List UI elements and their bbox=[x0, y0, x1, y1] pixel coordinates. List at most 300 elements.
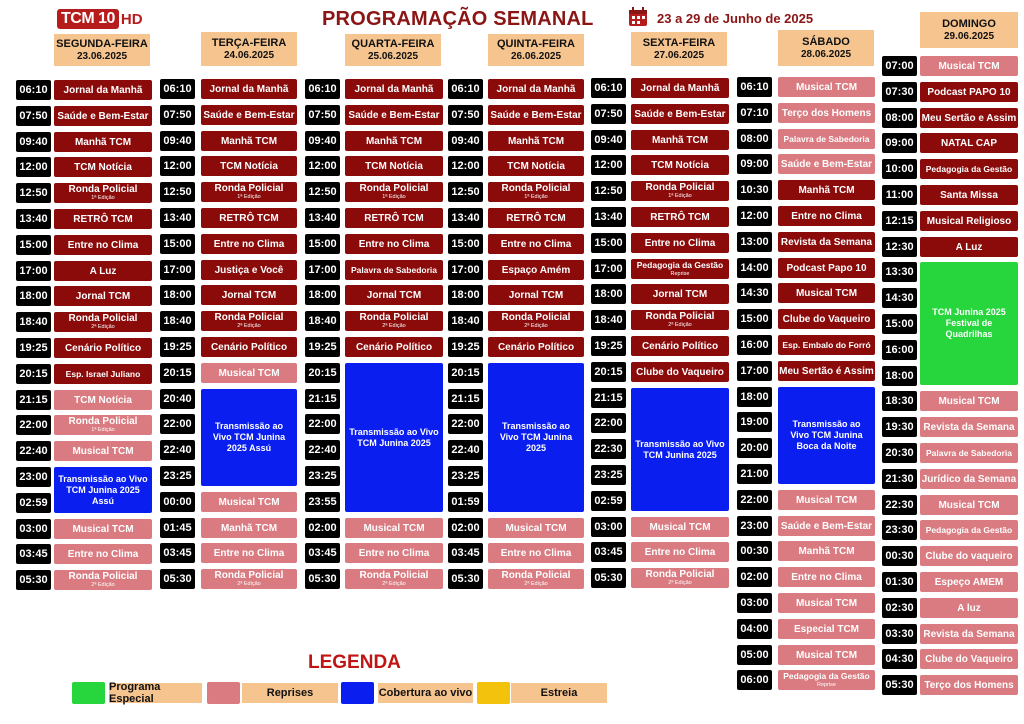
live-broadcast-block bbox=[54, 467, 152, 513]
time-slot: 02:00 bbox=[305, 518, 340, 538]
program-juridico-da-semana bbox=[920, 469, 1018, 489]
program-entre-no-clima bbox=[778, 567, 875, 587]
program-clube-do-vaqueiro bbox=[631, 362, 729, 382]
program-title: Manhã TCM bbox=[365, 135, 423, 147]
time-slot: 13:40 bbox=[448, 208, 483, 228]
time-slot: 17:00 bbox=[737, 361, 772, 381]
program-title: Palavra de Sabedoria bbox=[783, 133, 870, 144]
program-musical-religioso bbox=[920, 211, 1018, 231]
program-title: Ronda Policial bbox=[214, 570, 284, 581]
program-title: Ronda Policial bbox=[68, 416, 138, 427]
program-title: Entre no Clima bbox=[644, 237, 716, 249]
program-title: Espaço Amém bbox=[501, 264, 571, 276]
program-saude-e-bem-estar bbox=[54, 106, 152, 126]
program-edition: 1ª Edição bbox=[382, 194, 406, 200]
program-musical-tcm bbox=[345, 518, 443, 538]
time-slot: 19:25 bbox=[16, 338, 51, 358]
program-title: Ronda Policial bbox=[645, 569, 715, 580]
day-name: QUINTA-FEIRA bbox=[496, 37, 575, 50]
time-slot: 00:30 bbox=[737, 541, 772, 561]
program-manha-tcm bbox=[201, 131, 297, 151]
day-name: SEXTA-FEIRA bbox=[642, 36, 716, 49]
program-title: Saúde e Bem-Estar bbox=[780, 520, 873, 532]
program-title: RETRÔ TCM bbox=[506, 212, 566, 224]
time-slot: 23:25 bbox=[160, 466, 195, 486]
program-jornal-da-manha bbox=[631, 78, 729, 98]
program-tcm-noticia bbox=[488, 156, 584, 176]
legend-label-reprises: Reprises bbox=[242, 683, 338, 703]
time-slot: 18:00 bbox=[448, 285, 483, 305]
program-espaco-amem bbox=[488, 260, 584, 280]
time-slot: 22:30 bbox=[882, 495, 917, 515]
page-title: PROGRAMAÇÃO SEMANAL bbox=[322, 8, 594, 30]
program-retro-tcm bbox=[631, 207, 729, 227]
time-slot: 15:00 bbox=[591, 233, 626, 253]
program-musical-tcm bbox=[778, 490, 875, 510]
program-title: Entre no Clima bbox=[500, 547, 572, 559]
time-slot: 12:00 bbox=[305, 156, 340, 176]
time-slot: 15:00 bbox=[737, 309, 772, 329]
program-ronda-policial bbox=[54, 183, 152, 203]
time-slot: 04:30 bbox=[882, 649, 917, 669]
time-slot: 02:00 bbox=[448, 518, 483, 538]
time-slot: 18:00 bbox=[882, 366, 917, 386]
program-title: Manhã TCM bbox=[507, 135, 565, 147]
program-title: A luz bbox=[957, 602, 981, 614]
program-title: Revista da Semana bbox=[780, 236, 873, 248]
day-header-sexta-feira bbox=[631, 32, 727, 66]
program-ronda-policial bbox=[201, 569, 297, 589]
program-ronda-policial bbox=[631, 568, 729, 588]
day-header-quarta-feira bbox=[345, 34, 441, 66]
program-title: Esp. Israel Juliano bbox=[65, 368, 141, 379]
program-manha-tcm bbox=[631, 130, 729, 150]
program-musical-tcm bbox=[201, 492, 297, 512]
program-retro-tcm bbox=[201, 208, 297, 228]
time-slot: 12:00 bbox=[591, 155, 626, 175]
program-musical-tcm bbox=[54, 519, 152, 539]
time-slot: 22:30 bbox=[591, 439, 626, 459]
time-slot: 18:40 bbox=[305, 311, 340, 331]
program-title: Entre no Clima bbox=[500, 238, 572, 250]
live-broadcast-block bbox=[345, 363, 443, 512]
program-title: Musical TCM bbox=[72, 523, 134, 535]
program-natal-cap bbox=[920, 133, 1018, 153]
program-cenario-politico bbox=[201, 337, 297, 357]
program-ronda-policial bbox=[201, 182, 297, 202]
program-ronda-policial bbox=[54, 415, 152, 435]
program-title: TCM Notícia bbox=[365, 160, 423, 172]
program-a-luz bbox=[920, 598, 1018, 618]
program-saude-e-bem-estar bbox=[201, 105, 297, 125]
program-especial-tcm bbox=[778, 619, 875, 639]
program-title: Jurídico da Semana bbox=[921, 473, 1017, 485]
program-musical-tcm bbox=[488, 518, 584, 538]
program-terco-dos-homens bbox=[778, 103, 875, 123]
program-cenario-politico bbox=[631, 336, 729, 356]
program-title: Podcast Papo 10 bbox=[786, 262, 867, 274]
program-manha-tcm bbox=[345, 131, 443, 151]
program-entre-no-clima bbox=[201, 543, 297, 563]
time-slot: 12:50 bbox=[448, 182, 483, 202]
tcm-logo bbox=[57, 8, 143, 30]
day-header-domingo bbox=[920, 12, 1018, 48]
program-ronda-policial bbox=[488, 311, 584, 331]
time-slot: 12:00 bbox=[160, 156, 195, 176]
program-title: Podcast PAPO 10 bbox=[927, 86, 1011, 98]
program-retro-tcm bbox=[488, 208, 584, 228]
program-ronda-policial bbox=[345, 569, 443, 589]
time-slot: 09:00 bbox=[882, 133, 917, 153]
program-title: Meu Sertão e Assim bbox=[921, 112, 1017, 124]
time-slot: 09:40 bbox=[591, 130, 626, 150]
program-title: Pedagogia da Gestão bbox=[925, 163, 1013, 174]
time-slot: 08:00 bbox=[882, 108, 917, 128]
program-ronda-policial bbox=[488, 569, 584, 589]
program-title: Musical TCM bbox=[218, 496, 280, 508]
program-title: Transmissão ao Vivo TCM Junina 2025 Assú bbox=[58, 473, 148, 506]
time-slot: 22:00 bbox=[305, 414, 340, 434]
legend-swatch-cobertura-ao-vivo bbox=[341, 682, 374, 704]
time-slot: 22:00 bbox=[160, 414, 195, 434]
time-slot: 05:30 bbox=[160, 569, 195, 589]
time-slot: 17:00 bbox=[16, 261, 51, 281]
live-broadcast-block bbox=[201, 389, 297, 486]
program-title: Manhã TCM bbox=[798, 184, 855, 196]
time-slot: 13:40 bbox=[591, 207, 626, 227]
program-edition: 2ª Edição bbox=[91, 324, 115, 330]
time-slot: 13:40 bbox=[305, 208, 340, 228]
program-title: Ronda Policial bbox=[645, 311, 715, 322]
time-slot: 18:00 bbox=[16, 286, 51, 306]
program-title: Entre no Clima bbox=[358, 547, 430, 559]
time-slot: 05:30 bbox=[591, 568, 626, 588]
time-slot: 19:25 bbox=[160, 337, 195, 357]
program-title: Entre no Clima bbox=[644, 546, 716, 558]
time-slot: 12:00 bbox=[16, 157, 51, 177]
time-slot: 22:00 bbox=[591, 413, 626, 433]
program-title: Saúde e Bem-Estar bbox=[780, 158, 873, 170]
time-slot: 03:45 bbox=[16, 544, 51, 564]
program-manha-tcm bbox=[778, 541, 875, 561]
program-ronda-policial bbox=[631, 181, 729, 201]
program-title: RETRÔ TCM bbox=[73, 213, 133, 225]
program-edition: 2ª Edição bbox=[524, 581, 548, 587]
time-slot: 12:50 bbox=[16, 183, 51, 203]
program-title: Clube do Vaqueiro bbox=[925, 653, 1013, 665]
program-title: Manhã TCM bbox=[74, 136, 132, 148]
time-slot: 20:15 bbox=[16, 364, 51, 384]
program-jornal-da-manha bbox=[201, 79, 297, 99]
program-entre-no-clima bbox=[631, 542, 729, 562]
program-title: Musical TCM bbox=[938, 499, 1000, 511]
program-edition: 2ª Edição bbox=[237, 581, 261, 587]
time-slot: 03:45 bbox=[160, 543, 195, 563]
program-title: Ronda Policial bbox=[359, 183, 429, 194]
day-name: DOMINGO bbox=[942, 17, 996, 30]
program-title: A Luz bbox=[955, 241, 983, 253]
program-title: Terço dos Homens bbox=[924, 679, 1014, 691]
time-slot: 23:00 bbox=[16, 467, 51, 487]
program-title: Cenário Político bbox=[210, 341, 288, 353]
program-title: Pedagogia da Gestão bbox=[636, 260, 724, 270]
program-tcm-noticia bbox=[631, 155, 729, 175]
program-title: Entre no Clima bbox=[67, 548, 139, 560]
program-title: Saúde e Bem-Estar bbox=[348, 109, 440, 121]
program-title: RETRÔ TCM bbox=[364, 212, 424, 224]
program-title: Transmissão ao Vivo TCM Junina 2025 bbox=[349, 426, 439, 448]
time-slot: 15:00 bbox=[882, 314, 917, 334]
program-edition: 2ª Edição bbox=[382, 323, 406, 329]
program-saude-e-bem-estar bbox=[631, 104, 729, 124]
time-slot: 14:30 bbox=[882, 288, 917, 308]
program-ronda-policial bbox=[54, 312, 152, 332]
program-title: Manhã TCM bbox=[220, 135, 278, 147]
program-podcast-papo-10 bbox=[920, 82, 1018, 102]
time-slot: 19:25 bbox=[305, 337, 340, 357]
program-ronda-policial bbox=[54, 570, 152, 590]
program-title: Palavra de Sabedoria bbox=[926, 447, 1012, 458]
program-title: Entre no Clima bbox=[791, 210, 862, 222]
time-slot: 01:59 bbox=[448, 492, 483, 512]
program-pedagogia-da-gestao bbox=[631, 259, 729, 279]
time-slot: 05:30 bbox=[305, 569, 340, 589]
program-pedagogia-da-gestao bbox=[920, 520, 1018, 540]
program-title: Jornal TCM bbox=[508, 289, 564, 301]
program-title: Clube do Vaqueiro bbox=[782, 313, 871, 325]
time-slot: 21:15 bbox=[16, 390, 51, 410]
time-slot: 19:25 bbox=[448, 337, 483, 357]
day-header-sabado bbox=[778, 30, 874, 66]
program-title: Musical Religioso bbox=[926, 215, 1012, 227]
program-title: Saúde e Bem-Estar bbox=[634, 108, 726, 120]
time-slot: 03:00 bbox=[737, 593, 772, 613]
program-title: Entre no Clima bbox=[67, 239, 139, 251]
time-slot: 09:40 bbox=[160, 131, 195, 151]
program-entre-no-clima bbox=[631, 233, 729, 253]
day-header-terca-feira bbox=[201, 32, 297, 66]
program-title: Transmissão ao Vivo TCM Junina Boca da Noite bbox=[790, 419, 863, 451]
time-slot: 20:00 bbox=[737, 438, 772, 458]
time-slot: 12:00 bbox=[737, 206, 772, 226]
program-title: TCM Notícia bbox=[651, 159, 709, 171]
time-slot: 18:00 bbox=[591, 284, 626, 304]
time-slot: 18:00 bbox=[305, 285, 340, 305]
time-slot: 06:10 bbox=[16, 80, 51, 100]
time-slot: 12:30 bbox=[882, 237, 917, 257]
program-cenario-politico bbox=[54, 338, 152, 358]
time-slot: 00:00 bbox=[160, 492, 195, 512]
program-santa-missa bbox=[920, 185, 1018, 205]
program-musical-tcm bbox=[920, 56, 1018, 76]
program-title: Transmissão ao Vivo TCM Junina 2025 bbox=[499, 421, 573, 453]
program-title: Musical TCM bbox=[363, 522, 425, 534]
day-name: SEGUNDA-FEIRA bbox=[56, 37, 148, 50]
program-saude-e-bem-estar bbox=[345, 105, 443, 125]
program-title: Musical TCM bbox=[72, 445, 134, 457]
program-title: Jornal da Manhã bbox=[496, 83, 576, 95]
day-name: QUARTA-FEIRA bbox=[351, 37, 435, 50]
program-title: Meu Sertão é Assim bbox=[779, 365, 874, 377]
program-title: Ronda Policial bbox=[68, 571, 138, 582]
time-slot: 16:00 bbox=[737, 335, 772, 355]
program-entre-no-clima bbox=[345, 543, 443, 563]
program-title: Entre no Clima bbox=[213, 547, 285, 559]
live-broadcast-block bbox=[778, 387, 875, 484]
program-title: Musical TCM bbox=[795, 81, 858, 93]
program-a-luz bbox=[920, 237, 1018, 257]
time-slot: 01:45 bbox=[160, 518, 195, 538]
program-entre-no-clima bbox=[488, 234, 584, 254]
time-slot: 07:50 bbox=[448, 105, 483, 125]
program-clube-do-vaqueiro bbox=[920, 546, 1018, 566]
legend-label-estreia: Estreia bbox=[511, 683, 607, 703]
program-title: Transmissão ao Vivo TCM Junina 2025 Assú bbox=[212, 421, 286, 453]
program-jornal-da-manha bbox=[54, 80, 152, 100]
program-title: Transmissão ao Vivo TCM Junina 2025 bbox=[635, 438, 725, 460]
time-slot: 13:40 bbox=[160, 208, 195, 228]
time-slot: 21:00 bbox=[737, 464, 772, 484]
program-ronda-policial bbox=[631, 310, 729, 330]
program-musical-tcm bbox=[201, 363, 297, 383]
program-meu-sertao-e-assim bbox=[920, 108, 1018, 128]
day-date: 28.06.2025 bbox=[800, 48, 852, 60]
time-slot: 18:00 bbox=[737, 387, 772, 407]
day-date: 23.06.2025 bbox=[76, 50, 128, 62]
time-slot: 09:40 bbox=[16, 132, 51, 152]
time-slot: 23:55 bbox=[305, 492, 340, 512]
time-slot: 05:30 bbox=[448, 569, 483, 589]
live-broadcast-block bbox=[488, 363, 584, 512]
program-musical-tcm bbox=[778, 77, 875, 97]
time-slot: 20:15 bbox=[160, 363, 195, 383]
time-slot: 03:00 bbox=[16, 519, 51, 539]
program-revista-da-semana bbox=[920, 624, 1018, 644]
program-title: Saúde e Bem-Estar bbox=[203, 109, 295, 121]
time-slot: 07:00 bbox=[882, 56, 917, 76]
program-title: Pedagogia da Gestão bbox=[783, 671, 870, 681]
program-ronda-policial bbox=[488, 182, 584, 202]
program-saude-e-bem-estar bbox=[488, 105, 584, 125]
time-slot: 18:40 bbox=[16, 312, 51, 332]
program-jornal-tcm bbox=[201, 285, 297, 305]
time-slot: 03:45 bbox=[305, 543, 340, 563]
program-title: Jornal TCM bbox=[366, 289, 422, 301]
time-slot: 20:40 bbox=[160, 389, 195, 409]
time-slot: 21:15 bbox=[448, 389, 483, 409]
time-slot: 10:00 bbox=[882, 159, 917, 179]
program-entre-no-clima bbox=[488, 543, 584, 563]
day-header-segunda-feira bbox=[54, 34, 150, 66]
day-date: 26.06.2025 bbox=[510, 50, 562, 62]
time-slot: 19:00 bbox=[737, 412, 772, 432]
program-musical-tcm bbox=[778, 283, 875, 303]
program-title: Espeço AMEM bbox=[934, 576, 1004, 588]
program-title: Musical TCM bbox=[649, 521, 711, 533]
time-slot: 20:15 bbox=[591, 362, 626, 382]
day-date: 24.06.2025 bbox=[223, 49, 275, 61]
program-edition: 2ª Edição bbox=[668, 322, 692, 328]
program-title: RETRÔ TCM bbox=[219, 212, 279, 224]
program-musical-tcm bbox=[920, 495, 1018, 515]
program-edition: 2ª Edição bbox=[91, 582, 115, 588]
program-jornal-tcm bbox=[488, 285, 584, 305]
program-title: Ronda Policial bbox=[68, 313, 138, 324]
program-retro-tcm bbox=[345, 208, 443, 228]
time-slot: 17:00 bbox=[591, 259, 626, 279]
program-musical-tcm bbox=[778, 645, 875, 665]
program-title: RETRÔ TCM bbox=[650, 211, 710, 223]
program-edition: 1ª Edição bbox=[91, 195, 115, 201]
program-title: Jornal TCM bbox=[221, 289, 277, 301]
program-justica-e-voce bbox=[201, 260, 297, 280]
time-slot: 12:00 bbox=[448, 156, 483, 176]
time-slot: 23:25 bbox=[448, 466, 483, 486]
program-entre-no-clima bbox=[54, 235, 152, 255]
time-slot: 06:10 bbox=[448, 79, 483, 99]
program-palavra-de-sabedoria bbox=[920, 443, 1018, 463]
program-edition: 2ª Edição bbox=[237, 323, 261, 329]
time-slot: 07:50 bbox=[305, 105, 340, 125]
time-slot: 22:40 bbox=[305, 440, 340, 460]
time-slot: 22:40 bbox=[16, 441, 51, 461]
program-tcm-noticia bbox=[201, 156, 297, 176]
program-entre-no-clima bbox=[778, 206, 875, 226]
program-title: Ronda Policial bbox=[645, 182, 715, 193]
program-retro-tcm bbox=[54, 209, 152, 229]
time-slot: 03:00 bbox=[591, 517, 626, 537]
time-slot: 23:00 bbox=[737, 516, 772, 536]
program-jornal-tcm bbox=[631, 284, 729, 304]
time-slot: 20:30 bbox=[882, 443, 917, 463]
time-slot: 17:00 bbox=[305, 260, 340, 280]
program-musical-tcm bbox=[778, 593, 875, 613]
program-title: Ronda Policial bbox=[68, 184, 138, 195]
program-palavra-de-sabedoria bbox=[345, 260, 443, 280]
day-date: 29.06.2025 bbox=[943, 30, 995, 42]
program-revista-da-semana bbox=[920, 417, 1018, 437]
time-slot: 02:30 bbox=[882, 598, 917, 618]
program-meu-sertao-e-assim bbox=[778, 361, 875, 381]
time-slot: 22:00 bbox=[448, 414, 483, 434]
program-edition: 2ª Edição bbox=[668, 580, 692, 586]
program-title: TCM Notícia bbox=[507, 160, 565, 172]
time-slot: 06:10 bbox=[160, 79, 195, 99]
time-slot: 12:50 bbox=[160, 182, 195, 202]
time-slot: 10:30 bbox=[737, 180, 772, 200]
day-date: 27.06.2025 bbox=[653, 49, 705, 61]
time-slot: 15:00 bbox=[448, 234, 483, 254]
program-podcast-papo-10 bbox=[778, 258, 875, 278]
program-title: TCM Junina 2025 Festival de Quadrilhas bbox=[932, 307, 1006, 339]
logo-hd: HD bbox=[120, 10, 143, 28]
time-slot: 21:15 bbox=[591, 388, 626, 408]
program-title: Ronda Policial bbox=[501, 183, 571, 194]
time-slot: 17:00 bbox=[448, 260, 483, 280]
day-name: SÁBADO bbox=[802, 35, 850, 48]
time-slot: 12:50 bbox=[591, 181, 626, 201]
program-entre-no-clima bbox=[54, 544, 152, 564]
program-terco-dos-homens bbox=[920, 675, 1018, 695]
program-title: Entre no Clima bbox=[213, 238, 285, 250]
program-pedagogia-da-gestao bbox=[920, 159, 1018, 179]
time-slot: 15:00 bbox=[305, 234, 340, 254]
program-jornal-da-manha bbox=[488, 79, 584, 99]
time-slot: 12:15 bbox=[882, 211, 917, 231]
program-tcm-noticia bbox=[54, 157, 152, 177]
program-clube-do-vaqueiro bbox=[778, 309, 875, 329]
program-jornal-tcm bbox=[345, 285, 443, 305]
